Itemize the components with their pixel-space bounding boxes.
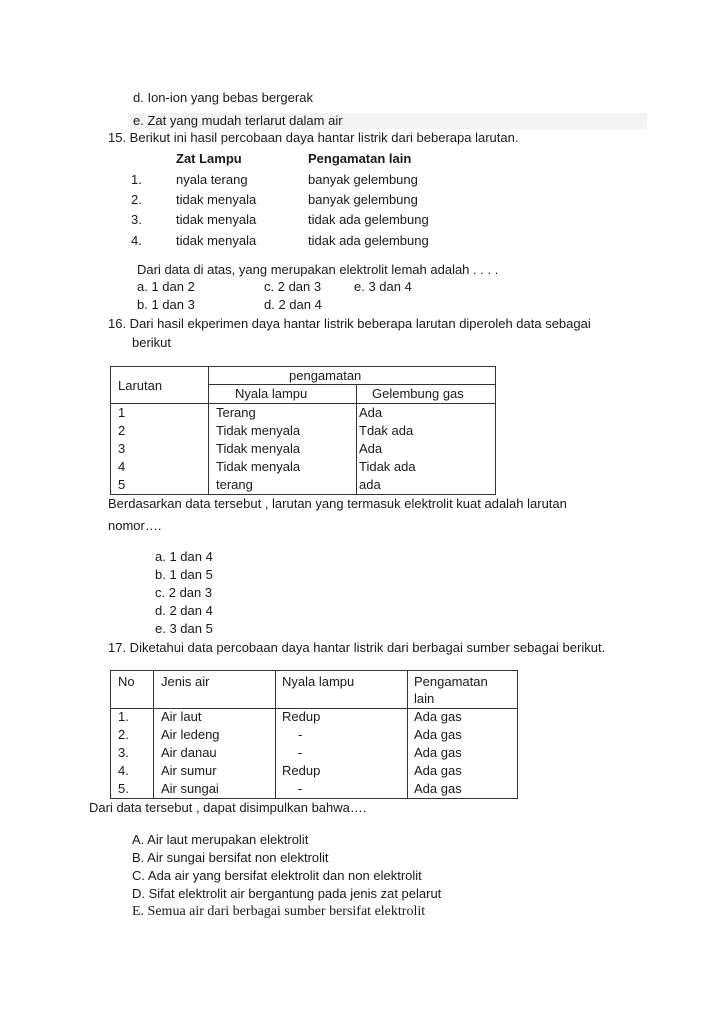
q16-cell-no: 1: [118, 405, 126, 420]
q15-row-no: 2.: [131, 192, 142, 207]
q16-option: d. 2 dan 4: [155, 603, 213, 618]
q16-col-pengamatan: pengamatan: [289, 368, 362, 383]
q16-option: b. 1 dan 5: [155, 567, 213, 582]
q16-stem-line2: berikut: [132, 335, 172, 350]
q15-row-lamp: tidak menyala: [176, 212, 257, 227]
q17-cell-nyala: -: [298, 745, 303, 760]
q17-cell-nyala: Redup: [282, 709, 321, 724]
q15-row-obs: banyak gelembung: [308, 192, 418, 207]
q16-col-nyala: Nyala lampu: [235, 386, 308, 401]
q15-option-c: c. 2 dan 3: [264, 279, 322, 294]
q15-row-obs: tidak ada gelembung: [308, 233, 429, 248]
q15-header-pengamatan: Pengamatan lain: [308, 151, 412, 166]
q17-col-jenis: Jenis air: [161, 674, 210, 689]
q17-stem: 17. Diketahui data percobaan daya hantar listrik dari berbagai sumber sebagai berikut.: [108, 640, 606, 655]
q16-cell-gas: Tdak ada: [359, 423, 414, 438]
q16-question-line1: Berdasarkan data tersebut , larutan yang termasuk elektrolit kuat adalah larutan: [108, 496, 567, 511]
q16-cell-gas: Ada: [359, 441, 383, 456]
q15-option-e: e. 3 dan 4: [354, 279, 412, 294]
q16-cell-nyala: Tidak menyala: [216, 423, 301, 438]
q16-option: a. 1 dan 4: [155, 549, 213, 564]
q17-col-nyala: Nyala lampu: [282, 674, 355, 689]
q17-cell-obs: Ada gas: [414, 781, 462, 796]
q14-option-e: e. Zat yang mudah terlarut dalam air: [128, 113, 647, 129]
q15-row-lamp: nyala terang: [176, 172, 248, 187]
q17-question: Dari data tersebut , dapat disimpulkan bahwa….: [89, 800, 367, 815]
q15-header-lampu: Zat Lampu: [176, 151, 242, 166]
q16-col-gelembung: Gelembung gas: [372, 386, 464, 401]
q17-cell-jenis: Air laut: [161, 709, 202, 724]
q17-cell-no: 2.: [118, 727, 129, 742]
q17-cell-jenis: Air sungai: [161, 781, 219, 796]
q17-col-pengamatan: Pengamatan: [414, 674, 488, 689]
q16-cell-no: 2: [118, 423, 126, 438]
q17-cell-no: 1.: [118, 709, 129, 724]
q16-question-line2: nomor….: [108, 518, 162, 533]
q16-cell-gas: Tidak ada: [359, 459, 416, 474]
q14-option-d: d. Ion-ion yang bebas bergerak: [133, 90, 313, 105]
q16-cell-nyala: Tidak menyala: [216, 459, 301, 474]
q17-cell-obs: Ada gas: [414, 709, 462, 724]
q17-cell-obs: Ada gas: [414, 763, 462, 778]
q17-cell-nyala: -: [298, 781, 303, 796]
q17-option: C. Ada air yang bersifat elektrolit dan non elektrolit: [132, 868, 422, 883]
q17-col-no: No: [118, 674, 135, 689]
q15-option-d: d. 2 dan 4: [264, 297, 322, 312]
q16-cell-gas: Ada: [359, 405, 383, 420]
q15-row-no: 1.: [131, 172, 142, 187]
q17-option: B. Air sungai bersifat non elektrolit: [132, 850, 329, 865]
q16-cell-no: 5: [118, 477, 126, 492]
q15-row-lamp: tidak menyala: [176, 192, 257, 207]
q16-cell-nyala: Terang: [216, 405, 256, 420]
q15-option-a: a. 1 dan 2: [137, 279, 195, 294]
q15-option-b: b. 1 dan 3: [137, 297, 195, 312]
q16-cell-no: 4: [118, 459, 126, 474]
q17-cell-jenis: Air ledeng: [161, 727, 220, 742]
q17-cell-nyala: -: [298, 727, 303, 742]
q17-cell-no: 3.: [118, 745, 129, 760]
q15-row-obs: tidak ada gelembung: [308, 212, 429, 227]
q16-option: c. 2 dan 3: [155, 585, 213, 600]
q15-row-no: 4.: [131, 233, 142, 248]
q16-cell-nyala: Tidak menyala: [216, 441, 301, 456]
q16-cell-gas: ada: [359, 477, 381, 492]
q15-question: Dari data di atas, yang merupakan elektrolit lemah adalah . . . .: [137, 262, 499, 277]
q17-cell-nyala: Redup: [282, 763, 321, 778]
q16-option: e. 3 dan 5: [155, 621, 213, 636]
q17-cell-obs: Ada gas: [414, 727, 462, 742]
q17-cell-no: 5.: [118, 781, 129, 796]
q17-option: D. Sifat elektrolit air bergantung pada jenis zat pelarut: [132, 886, 442, 901]
q15-row-no: 3.: [131, 212, 142, 227]
q16-stem-line1: 16. Dari hasil ekperimen daya hantar listrik beberapa larutan diperoleh data sebagai: [108, 316, 591, 331]
q17-cell-jenis: Air danau: [161, 745, 217, 760]
q15-stem: 15. Berikut ini hasil percobaan daya hantar listrik dari beberapa larutan.: [108, 130, 519, 145]
q17-cell-no: 4.: [118, 763, 129, 778]
q16-col-larutan: Larutan: [118, 378, 163, 393]
q16-cell-nyala: terang: [216, 477, 253, 492]
q17-cell-jenis: Air sumur: [161, 763, 217, 778]
q15-row-lamp: tidak menyala: [176, 233, 257, 248]
q17-option: A. Air laut merupakan elektrolit: [132, 832, 309, 847]
q16-cell-no: 3: [118, 441, 126, 456]
q17-option: E. Semua air dari berbagai sumber bersifat elektrolit: [132, 904, 426, 919]
q17-col-pengamatan-lain: lain: [414, 691, 435, 706]
q15-row-obs: banyak gelembung: [308, 172, 418, 187]
q17-cell-obs: Ada gas: [414, 745, 462, 760]
